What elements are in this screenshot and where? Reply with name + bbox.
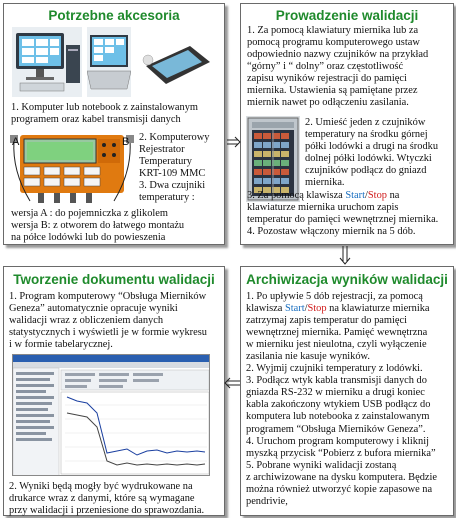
stop-key-label: Stop [367,190,387,201]
computer-description: 1. Komputer lub notebook z zainstalowanym programem oraz kabel transmisji danych [11,102,198,126]
computer-photo [12,27,82,97]
recorder-description: 2. Komputerowy Rejestrator Temperatury KRT-109 MMC 3. Dwa czujniki temperatury : [139,132,210,204]
archiving-stop-key-label: Stop [307,303,327,315]
arrow-down-icon [338,246,352,266]
recorder-photo [10,131,134,205]
validation-procedure-title: Prowadzenie walidacji [275,8,419,23]
archiving-title: Archiwizacja wyników walidacji [246,272,448,287]
step-2-text: 2. Umieść jeden z czujników temperatury na środku górnej półki lodówki a drugi na środku dolnej półki lodówki. Wtyczki czujników podłącz do gniazd miernika. [305,117,439,189]
sensor-b-label: B [122,136,130,148]
tablet-photo [140,40,214,88]
sensor-versions: wersja A : do pojemniczka z glikolem wersja B: z otworem do łatwego montażu na półce lodówki lub do powieszenia [11,208,185,244]
archiving-start-key-label: Start [284,303,305,315]
archiving-key-suffix: na klawiaturze miernika [326,303,430,315]
step-4-text: 4. Pozostaw włączony miernik na 5 dób. [247,226,416,238]
step-3-suffix: na [386,190,400,201]
start-stop-slash: / [365,190,368,201]
accessories-panel [3,3,225,245]
sensor-a-label: A [12,136,20,148]
document-step-2-text: 2. Wyniki będą mogły być wydrukowane na drukarce wraz z danymi, które są wymagane przy walidacji i przeniesione do sprawozdania. [9,481,205,517]
accessories-title: Potrzebne akcesoria [48,8,180,23]
notebook-photo [87,27,131,97]
step-3-prefix: 3. Za pomocą klawisza [247,190,346,201]
document-creation-title: Tworzenie dokumentu walidacji [13,272,215,287]
step-1-text: 1. Za pomocą klawiatury miernika lub za pomocą programu komputerowego ustaw odpowiednio nazwy czujników na przykład “górny” i “ dolny” oraz częstotliwość zapisu wyników rejestracji do pamięci miernika. Ustawienia są pamiętane przez miernik nawet po odłączeniu zasilania. [247,25,429,109]
archiving-start-stop-slash: / [304,303,308,315]
document-step-1-text: 1. Program komputerowy “Obsługa Mierników Geneza” automatycznie opracuje wyniki walidacji wraz z obliczeniem danych statystycznych i wyświetli je w formie wykresu i w formie tabelarycznej. [9,291,207,351]
start-key-label: Start [345,190,366,201]
archiving-key-prefix: klawisza [246,303,285,315]
software-screenshot [12,354,210,476]
step-3-text: 3. Za pomocą klawisza Start/Stop na klawiaturze miernika uruchom zapis temperatur do pamięci wewnętrznej miernika. 4. Pozostaw włączony miernik na 5 dób. [247,190,453,238]
arrow-right-icon [226,135,242,149]
archiving-panel [240,266,454,516]
document-creation-panel [3,266,225,516]
validation-procedure-panel [240,3,454,245]
archiving-steps: 1. Po upływie 5 dób rejestracji, za pomocą klawisza Start/Stop na klawiaturze miernika zatrzymaj zapis temperatur do pamięci wewnętrznej miernika. Pamięć wewnętrzna w mierniku jest nieulotna, czyli wyłączenie zasilania nie kasuje wyników. 2. Wyjmij czujniki temperatury z lodówki. 3. Podłącz wtyk kabla transmisji danych do gniazda RS-232 w mierniku a drugi koniec kabla zakończony wtykiem USB podłącz do komputera lub notebooka z zainstalowanym programem “Obsługa Mierników Geneza”. 4. Uruchom program komputerowy i kliknij myszką przycisk “Pobierz z bufora miernika” 5. Pobrane wyniki walidacji zostaną z archiwizowane na dysku komputera. Będzie można również utworzyć kopie zapasowe na pendrivie, [246,291,437,507]
arrow-left-icon [223,376,241,390]
